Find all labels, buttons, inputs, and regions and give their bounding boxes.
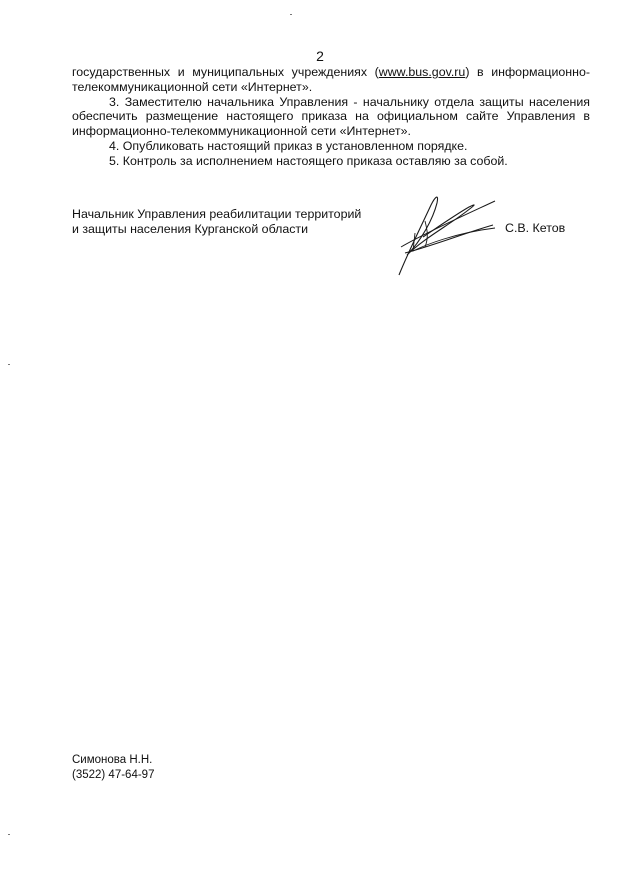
paragraph-5: 5. Контроль за исполнением настоящего приказа оставляю за собой.: [109, 153, 508, 168]
body-text: [72, 65, 590, 169]
paragraph-continuation-line2: телекоммуникационной сети «Интернет».: [72, 79, 313, 94]
signer-name: С.В. Кетов: [505, 221, 566, 235]
scan-speck: [8, 364, 10, 365]
executor-name: Симонова Н.Н.: [72, 754, 153, 766]
paragraph-3-line1: 3. Заместителю начальника Управления - начальнику отдела защиты населения: [109, 94, 590, 109]
bus-gov-link[interactable]: www.bus.gov.ru: [378, 65, 466, 79]
signer-title-line2: и защиты населения Курганской области: [72, 222, 309, 236]
paragraph-3-line3: информационно-телекоммуникационной сети «Интернет».: [72, 124, 411, 139]
continuation-text-end: ) в информационно-: [465, 65, 590, 79]
signer-title-line1: Начальник Управления реабилитации территорий: [72, 207, 362, 221]
handwritten-signature: [395, 185, 500, 280]
signer-block: [72, 207, 361, 237]
continuation-text-start: государственных и муниципальных учреждениях (: [72, 65, 379, 79]
paragraph-4: 4. Опубликовать настоящий приказ в установленном порядке.: [109, 138, 468, 153]
scan-speck: [290, 14, 292, 15]
paragraph-3-line2: обеспечить размещение настоящего приказа на официальном сайте Управления в: [72, 109, 590, 124]
scan-speck: [8, 834, 10, 835]
paragraph-continuation-line1: [72, 65, 590, 80]
executor-block: [72, 753, 154, 783]
page-number: 2: [316, 48, 324, 64]
executor-phone: (3522) 47-64-97: [72, 769, 155, 781]
